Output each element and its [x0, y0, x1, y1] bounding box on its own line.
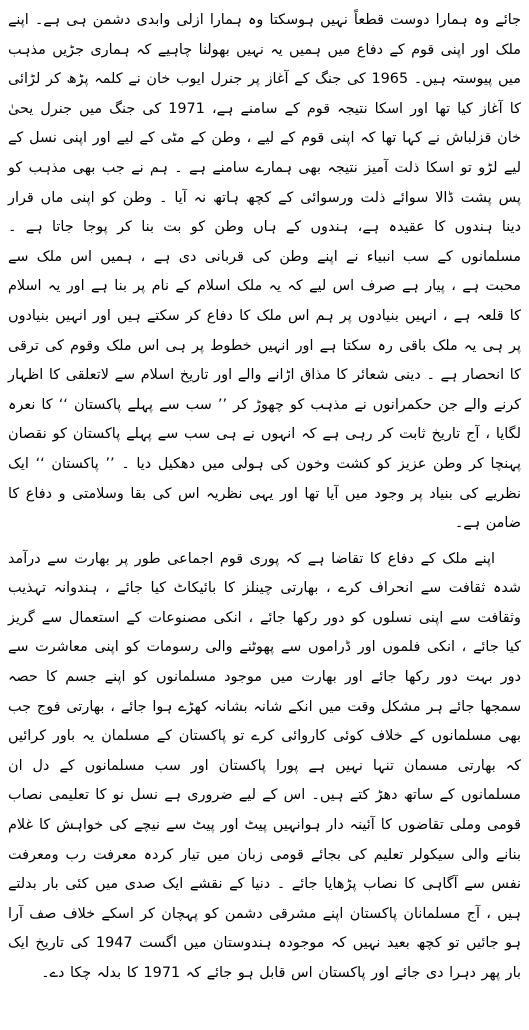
article-paragraph-2: اپنے ملک کے دفاع کا تقاضا ہے کہ پوری قوم اجماعی طور پر بھارت سے درآمد شدہ ثقافت سے انحراف کرے ، بھارتی چینلز کا بائیکاٹ کیا جائے ، ہندوانہ تہذیب وثقافت سے اپنی نسلوں کو دور رکھا جائے ، انکی مصنوعات کے استعمال سے گریز کیا جائے ، انکی فلموں اور ڈراموں سے پھوٹنے والی رسومات کو اپنی معاشرت سے دور بہت دور رکھا جائے اور بھارت میں موجود مسلمانوں کو اپنے جسم کا حصہ سمجھا جائے ہر مشکل وقت میں انکے شانہ بشانہ کھڑے ہوا جائے ، بھارتی فوج جب بھی مسلمانوں کے خلاف کوئی کاروائی کرے تو پاکستان کے مسلمان یہ باور کرائیں کہ بھارتی مسمان تنہا نہیں ہے پورا پاکستان اور سب مسلمانوں کے دل ان مسلمانوں کے ساتھ دھڑ کتے ہیں۔ اس کے لیے ضروری ہے نسل نو کا تعلیمی نصاب قومی وملی تقاضوں کا آئینہ دار ہوانہیں پیٹ اور پیٹ سے نیچے کی خواہش کا غلام بنانے والی سیکولر تعلیم کی بجائے قومی زبان میں تیار کردہ معرفت رب ومعرفت نفس سے آگاہی کا نصاب پڑھایا جائے ۔ دنیا کے نقشے ایک صدی میں کئی بار بدلتے ہیں ، آج مسلمانان پاکستان اپنے مشرقی دشمن کو پہچان کر اسکے خلاف صف آرا ہو جائیں تو کچھ بعید نہیں کہ موجودہ ہندوستان میں اگست 1947 کی تاریخ ایک بار پھر دہرا دی جائے اور پاکستان اس قابل ہو جائے کہ 1971 کا بدلہ چکا دے۔	[8, 550, 521, 981]
article-paragraph-1: جائے وہ ہمارا دوست قطعاً نہیں ہوسکتا وہ ہمارا ازلی وابدی دشمن ہی ہے۔ اپنے ملک اور اپنی قوم کے دفاع میں ہمیں یہ نہیں بھولنا چاہیے کہ ہماری جڑیں مذہب میں پیوستہ ہیں۔ 1965 کی جنگ کے آغاز پر جنرل ایوب خان نے کلمہ پڑھ کر لڑائی کا آغاز کیا تھا اور اسکا نتیجہ قوم کے سامنے ہے، 1971 کی جنگ میں جنرل یحیٰ خان قزلباش نے کہا تھا کہ اپنی قوم کے لیے ، وطن کے مٹی کے لیے اور اپنی نسل کے لیے لڑو تو اسکا ذلت آمیز نتیجہ بھی ہمارے سامنے ہے ۔ ہم نے جب بھی مذہب کو پس پشت ڈالا سوائے ذلت ورسوائی کے کچھ ہاتھ نہ آیا ۔ وطن کو اپنی ماں قرار دینا ہندوں کا عقیدہ ہے، ہندوں کے ہاں وطن کو بت بنا کر پوجا جاتا ہے ۔ مسلمانوں کے سب انبیاء نے اپنے وطن کی قربانی دی ہے ، ہمیں اس ملک سے محبت ہے ، پیار ہے صرف اس لیے کہ یہ ملک اسلام کے نام پر بنا ہے اور یہ اسلام کا قلعہ ہے ، انہیں بنیادوں پر ہم اس ملک کا دفاع کر سکتے ہیں اور انہیں بنیادوں پر ہی یہ ملک باقی رہ سکتا ہے اور انہیں خطوط پر ہی اس ملک وقوم کی ترقی کا انحصار ہے ۔ دینی شعائر کا مذاق اڑانے والے اور تاریخ اسلام سے لاتعلقی کا اظہار کرنے والے جن حکمرانوں نے مذہب کو چھوڑ کر ’’ سب سے پہلے پاکستان ‘‘ کا نعرہ لگایا ، آج تاریخ ثابت کر رہی ہے کہ انہوں نے ہی سب سے پہلے پاکستان کو نقصان پہنچا کر وطن عزیز کو کشت وخون کی ہولی میں دھکیل دیا ۔ ’’ پاکستان ‘‘ ایک نظریے کی بنیاد پر وجود میں آیا تھا اور یہی نظریہ اس کی بقا وسلامتی و دفاع کا ضامن ہے۔	[8, 12, 521, 532]
